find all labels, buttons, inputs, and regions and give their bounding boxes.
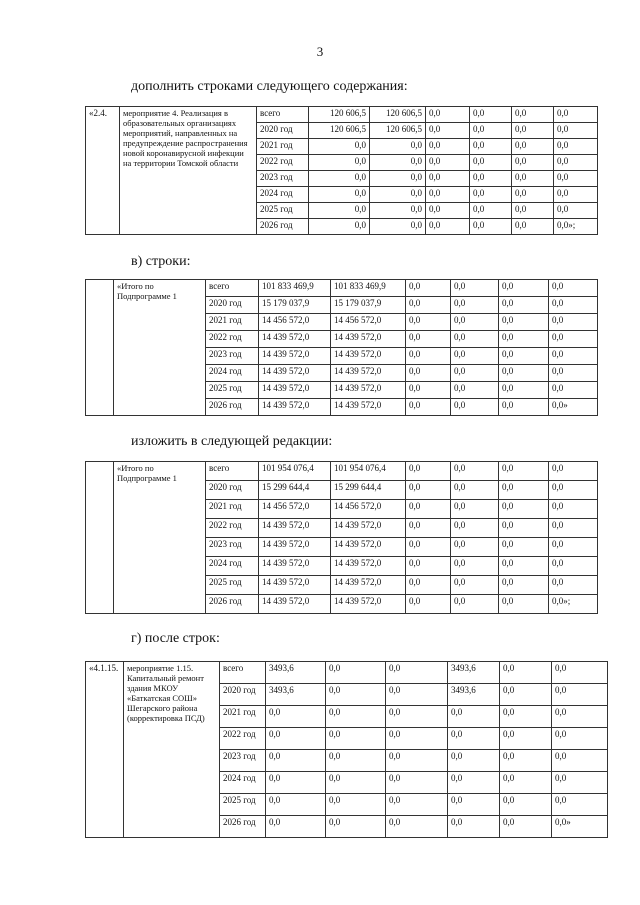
value-cell: 0,0 (406, 280, 451, 297)
value-cell: 0,0 (370, 187, 426, 203)
value-cell: 0,0 (549, 297, 598, 314)
value-cell: 101 954 076,4 (259, 462, 331, 481)
value-cell: 14 439 572,0 (259, 519, 331, 538)
value-cell: 0,0 (386, 750, 448, 772)
value-cell: 0,0 (309, 155, 370, 171)
value-cell: 0,0 (426, 123, 470, 139)
value-cell: 0,0 (499, 462, 549, 481)
value-cell: 0,0 (309, 203, 370, 219)
value-cell: 14 439 572,0 (331, 365, 406, 382)
value-cell: 0,0 (326, 794, 386, 816)
value-cell: 0,0 (552, 772, 608, 794)
value-cell: 0,0 (406, 519, 451, 538)
value-cell: 0,0 (426, 139, 470, 155)
period-cell: 2021 год (220, 706, 266, 728)
section-heading-rows: в) строки: (131, 254, 191, 269)
period-cell: всего (206, 462, 259, 481)
value-cell: 14 456 572,0 (331, 314, 406, 331)
value-cell: 0,0 (406, 500, 451, 519)
value-cell: 0,0 (499, 576, 549, 595)
value-cell: 0,0 (512, 139, 554, 155)
value-cell: 0,0 (451, 481, 499, 500)
value-cell: 0,0 (266, 750, 326, 772)
value-cell: 0,0 (554, 187, 598, 203)
value-cell: 0,0 (500, 662, 552, 684)
value-cell: 0,0 (426, 171, 470, 187)
value-cell: 0,0 (451, 348, 499, 365)
value-cell: 0,0 (554, 123, 598, 139)
value-cell: 101 833 469,9 (331, 280, 406, 297)
value-cell: 0,0 (552, 750, 608, 772)
value-cell: 14 439 572,0 (331, 348, 406, 365)
value-cell: 0,0 (406, 538, 451, 557)
value-cell: 0,0»; (554, 219, 598, 235)
value-cell: 0,0 (426, 155, 470, 171)
value-cell: 0,0 (512, 203, 554, 219)
value-cell: 101 833 469,9 (259, 280, 331, 297)
value-cell: 14 439 572,0 (259, 348, 331, 365)
value-cell: 101 954 076,4 (331, 462, 406, 481)
value-cell: 0,0 (470, 187, 512, 203)
value-cell: 0,0 (386, 794, 448, 816)
value-cell: 0,0 (499, 297, 549, 314)
value-cell: 0,0 (512, 187, 554, 203)
value-cell: 0,0 (470, 219, 512, 235)
value-cell: 14 439 572,0 (259, 365, 331, 382)
value-cell: 0,0 (451, 519, 499, 538)
value-cell: 120 606,5 (309, 123, 370, 139)
period-cell: 2020 год (257, 123, 309, 139)
value-cell: 0,0 (406, 314, 451, 331)
value-cell: 0,0 (552, 684, 608, 706)
value-cell: 15 179 037,9 (331, 297, 406, 314)
period-cell: 2024 год (257, 187, 309, 203)
value-cell: 0,0 (549, 576, 598, 595)
value-cell: 0,0 (499, 538, 549, 557)
value-cell: 0,0 (549, 519, 598, 538)
value-cell: 0,0 (470, 155, 512, 171)
value-cell: 0,0 (370, 155, 426, 171)
value-cell: 0,0 (448, 816, 500, 838)
value-cell: 0,0 (426, 107, 470, 123)
value-cell: 0,0 (266, 706, 326, 728)
value-cell: 0,0 (406, 595, 451, 614)
value-cell: 0,0 (549, 365, 598, 382)
description-cell: мероприятие 4. Реализация в образовательных организациях мероприятий, направленных на предупреждение распространения новой коронавирусной инфекции на территории Томской области (120, 107, 257, 235)
value-cell: 0,0 (499, 382, 549, 399)
value-cell: 0,0 (266, 772, 326, 794)
period-cell: 2024 год (206, 557, 259, 576)
value-cell: 0,0 (549, 348, 598, 365)
value-cell: 0,0 (326, 728, 386, 750)
period-cell: 2024 год (220, 772, 266, 794)
section-heading-after-rows: г) после строк: (131, 631, 220, 646)
period-cell: всего (220, 662, 266, 684)
period-cell: 2022 год (220, 728, 266, 750)
value-cell: 0,0 (426, 219, 470, 235)
value-cell: 0,0 (406, 331, 451, 348)
period-cell: 2023 год (257, 171, 309, 187)
value-cell: 3493,6 (448, 684, 500, 706)
table-row (86, 280, 598, 297)
value-cell: 0,0 (406, 297, 451, 314)
value-cell: 0,0 (406, 365, 451, 382)
table-row (86, 462, 598, 481)
value-cell: 0,0 (326, 750, 386, 772)
value-cell: 0,0 (406, 462, 451, 481)
value-cell: 120 606,5 (370, 107, 426, 123)
period-cell: всего (257, 107, 309, 123)
value-cell: 0,0 (386, 728, 448, 750)
value-cell: 0,0 (500, 772, 552, 794)
period-cell: 2021 год (206, 314, 259, 331)
value-cell: 14 439 572,0 (331, 595, 406, 614)
value-cell: 0,0 (326, 772, 386, 794)
value-cell: 14 439 572,0 (331, 576, 406, 595)
value-cell: 0,0 (448, 728, 500, 750)
value-cell: 0,0 (470, 123, 512, 139)
value-cell: 0,0 (451, 314, 499, 331)
value-cell: 0,0 (406, 481, 451, 500)
period-cell: 2021 год (206, 500, 259, 519)
row-number-cell: «4.1.15. (86, 662, 124, 838)
value-cell: 0,0 (554, 203, 598, 219)
value-cell: 0,0 (309, 171, 370, 187)
value-cell: 14 456 572,0 (331, 500, 406, 519)
value-cell: 3493,6 (448, 662, 500, 684)
value-cell: 15 179 037,9 (259, 297, 331, 314)
value-cell: 0,0 (309, 219, 370, 235)
value-cell: 0,0 (451, 576, 499, 595)
value-cell: 0,0 (386, 662, 448, 684)
value-cell: 0,0 (266, 728, 326, 750)
value-cell: 0,0 (470, 107, 512, 123)
value-cell: 0,0 (499, 481, 549, 500)
value-cell: 0,0 (266, 816, 326, 838)
value-cell: 0,0 (500, 728, 552, 750)
value-cell: 0,0 (451, 399, 499, 416)
value-cell: 0,0 (500, 684, 552, 706)
value-cell: 0,0 (406, 382, 451, 399)
value-cell: 0,0 (470, 171, 512, 187)
period-cell: 2026 год (206, 595, 259, 614)
value-cell: 0,0 (448, 772, 500, 794)
value-cell: 0,0 (470, 203, 512, 219)
value-cell: 15 299 644,4 (331, 481, 406, 500)
value-cell: 0,0 (512, 155, 554, 171)
period-cell: 2022 год (206, 519, 259, 538)
description-cell: мероприятие 1.15. Капитальный ремонт здания МКОУ «Баткатская СОШ» Шегарского района (корректировка ПСД) (124, 662, 220, 838)
value-cell: 0,0 (554, 171, 598, 187)
period-cell: 2026 год (206, 399, 259, 416)
description-cell: «Итого по Подпрограмме 1 (114, 462, 206, 614)
value-cell: 0,0 (552, 662, 608, 684)
value-cell: 0,0 (549, 462, 598, 481)
value-cell: 14 439 572,0 (259, 557, 331, 576)
value-cell: 0,0 (549, 314, 598, 331)
value-cell: 0,0 (499, 365, 549, 382)
value-cell: 0,0 (406, 576, 451, 595)
value-cell: 0,0 (370, 203, 426, 219)
value-cell: 0,0 (512, 219, 554, 235)
value-cell: 0,0 (552, 728, 608, 750)
value-cell: 0,0 (549, 481, 598, 500)
value-cell: 14 439 572,0 (259, 595, 331, 614)
value-cell: 0,0 (512, 107, 554, 123)
table-subprogram-1-total-new (85, 461, 598, 614)
value-cell: 0,0 (309, 139, 370, 155)
value-cell: 0,0 (406, 348, 451, 365)
value-cell: 0,0 (451, 297, 499, 314)
row-number-cell (86, 280, 114, 416)
value-cell: 0,0 (451, 557, 499, 576)
value-cell: 0,0 (406, 557, 451, 576)
value-cell: 14 456 572,0 (259, 500, 331, 519)
value-cell: 0,0 (500, 706, 552, 728)
value-cell: 120 606,5 (370, 123, 426, 139)
value-cell: 0,0 (549, 557, 598, 576)
value-cell: 0,0 (386, 706, 448, 728)
value-cell: 0,0 (448, 706, 500, 728)
value-cell: 0,0 (549, 538, 598, 557)
value-cell: 14 439 572,0 (259, 331, 331, 348)
row-number-cell (86, 462, 114, 614)
period-cell: 2022 год (257, 155, 309, 171)
value-cell: 0,0 (499, 519, 549, 538)
value-cell: 0,0» (552, 816, 608, 838)
value-cell: 0,0 (451, 280, 499, 297)
value-cell: 0,0 (451, 538, 499, 557)
value-cell: 0,0 (326, 816, 386, 838)
value-cell: 0,0 (552, 794, 608, 816)
value-cell: 0,0 (499, 500, 549, 519)
value-cell: 0,0 (549, 382, 598, 399)
value-cell: 0,0 (500, 794, 552, 816)
value-cell: 0,0 (512, 171, 554, 187)
value-cell: 14 439 572,0 (331, 331, 406, 348)
value-cell: 0,0 (386, 772, 448, 794)
value-cell: 0,0 (512, 123, 554, 139)
value-cell: 120 606,5 (309, 107, 370, 123)
period-cell: 2023 год (206, 348, 259, 365)
value-cell: 3493,6 (266, 662, 326, 684)
period-cell: 2026 год (220, 816, 266, 838)
section-heading-add-rows: дополнить строками следующего содержания: (131, 79, 408, 94)
value-cell: 0,0 (451, 462, 499, 481)
period-cell: 2021 год (257, 139, 309, 155)
value-cell: 0,0 (451, 382, 499, 399)
value-cell: 0,0 (426, 187, 470, 203)
period-cell: 2025 год (206, 576, 259, 595)
value-cell: 0,0» (549, 399, 598, 416)
value-cell: 14 456 572,0 (259, 314, 331, 331)
table-subprogram-1-total-old (85, 279, 598, 416)
value-cell: 0,0 (309, 187, 370, 203)
row-number-cell: «2.4. (86, 107, 120, 235)
table-measure-2-4 (85, 106, 598, 235)
value-cell: 0,0 (326, 706, 386, 728)
period-cell: 2020 год (206, 481, 259, 500)
value-cell: 0,0»; (549, 595, 598, 614)
value-cell: 0,0 (499, 557, 549, 576)
table-row (86, 662, 608, 684)
value-cell: 0,0 (370, 171, 426, 187)
section-heading-new-edition: изложить в следующей редакции: (131, 434, 333, 449)
period-cell: 2026 год (257, 219, 309, 235)
value-cell: 0,0 (448, 750, 500, 772)
period-cell: 2022 год (206, 331, 259, 348)
value-cell: 0,0 (554, 139, 598, 155)
value-cell: 0,0 (370, 219, 426, 235)
value-cell: 0,0 (499, 314, 549, 331)
period-cell: 2025 год (220, 794, 266, 816)
period-cell: 2020 год (206, 297, 259, 314)
period-cell: всего (206, 280, 259, 297)
value-cell: 0,0 (499, 348, 549, 365)
value-cell: 14 439 572,0 (331, 557, 406, 576)
value-cell: 0,0 (499, 331, 549, 348)
period-cell: 2025 год (206, 382, 259, 399)
value-cell: 0,0 (406, 399, 451, 416)
value-cell: 0,0 (448, 794, 500, 816)
value-cell: 0,0 (326, 684, 386, 706)
value-cell: 0,0 (499, 280, 549, 297)
value-cell: 0,0 (451, 595, 499, 614)
value-cell: 0,0 (499, 595, 549, 614)
period-cell: 2023 год (220, 750, 266, 772)
value-cell: 14 439 572,0 (331, 399, 406, 416)
value-cell: 0,0 (266, 794, 326, 816)
value-cell: 3493,6 (266, 684, 326, 706)
period-cell: 2020 год (220, 684, 266, 706)
value-cell: 0,0 (370, 139, 426, 155)
value-cell: 14 439 572,0 (259, 382, 331, 399)
value-cell: 0,0 (500, 750, 552, 772)
value-cell: 14 439 572,0 (331, 519, 406, 538)
value-cell: 0,0 (552, 706, 608, 728)
value-cell: 14 439 572,0 (259, 538, 331, 557)
value-cell: 0,0 (554, 107, 598, 123)
value-cell: 14 439 572,0 (259, 576, 331, 595)
period-cell: 2023 год (206, 538, 259, 557)
value-cell: 0,0 (499, 399, 549, 416)
value-cell: 14 439 572,0 (331, 538, 406, 557)
value-cell: 0,0 (549, 280, 598, 297)
value-cell: 0,0 (326, 662, 386, 684)
value-cell: 14 439 572,0 (331, 382, 406, 399)
period-cell: 2024 год (206, 365, 259, 382)
value-cell: 0,0 (549, 500, 598, 519)
page-number: 3 (316, 44, 324, 59)
value-cell: 0,0 (549, 331, 598, 348)
value-cell: 0,0 (426, 203, 470, 219)
period-cell: 2025 год (257, 203, 309, 219)
value-cell: 0,0 (554, 155, 598, 171)
value-cell: 0,0 (500, 816, 552, 838)
value-cell: 0,0 (386, 816, 448, 838)
value-cell: 15 299 644,4 (259, 481, 331, 500)
description-cell: «Итого по Подпрограмме 1 (114, 280, 206, 416)
value-cell: 0,0 (451, 365, 499, 382)
table-row (86, 107, 598, 123)
value-cell: 0,0 (386, 684, 448, 706)
value-cell: 0,0 (470, 139, 512, 155)
table-measure-4-1-15 (85, 661, 608, 838)
value-cell: 0,0 (451, 500, 499, 519)
value-cell: 14 439 572,0 (259, 399, 331, 416)
value-cell: 0,0 (451, 331, 499, 348)
